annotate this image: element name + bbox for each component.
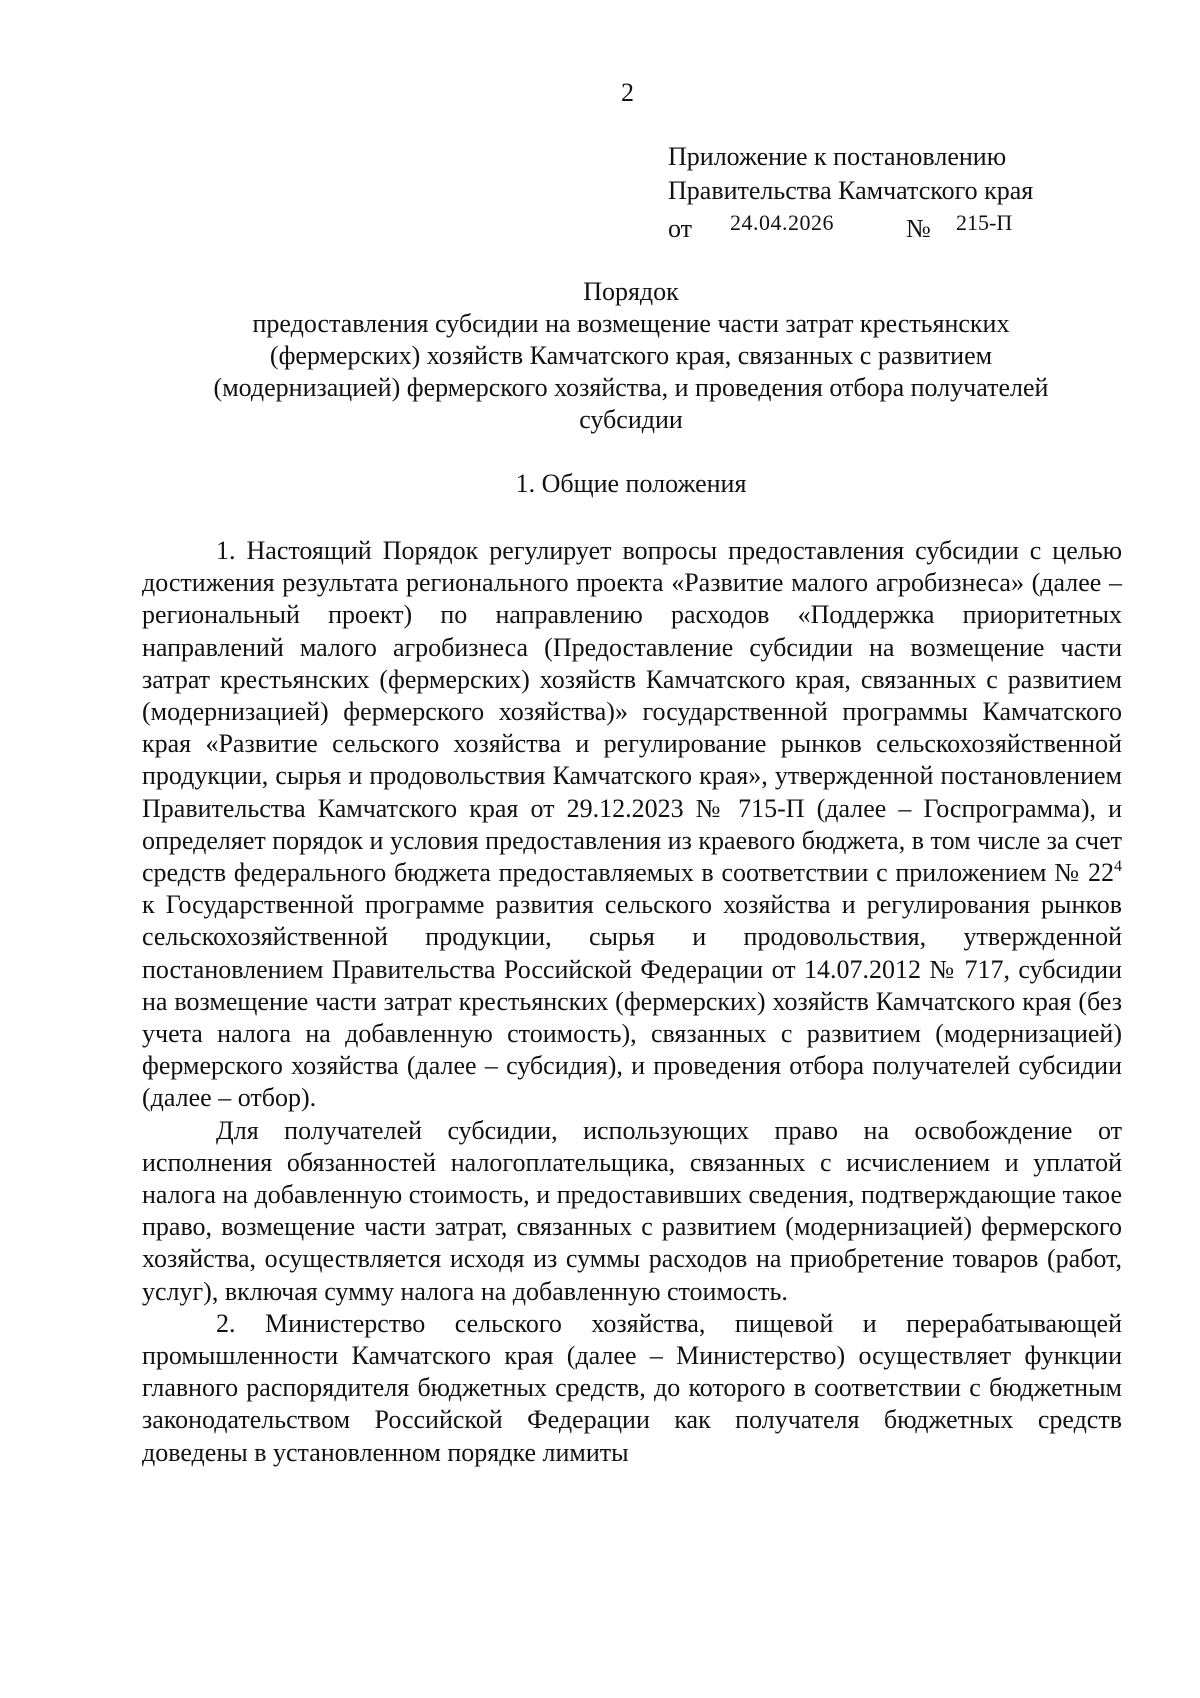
document-title	[140, 276, 1122, 436]
paragraph-2: Для получателей субсидии, использующих право на освобождение от исполнения обязанностей налогоплательщика, связанных с исчислением и уплатой налога на добавленную стоимость, и предоставивших сведения, подтверждающие такое право, возмещение части затрат, связанных с развитием (модернизацией) фермерского хозяйства, осуществляется исходя из суммы расходов на приобретение товаров (работ, услуг), включая сумму налога на добавленную стоимость.	[142, 1115, 1122, 1306]
paragraph-1	[142, 535, 1122, 1115]
appendix-date-line	[668, 206, 1128, 243]
section-heading: 1. Общие положения	[515, 469, 747, 498]
from-label: от	[668, 214, 693, 243]
decree-date: 24.04.2026	[730, 210, 834, 235]
paragraph-1-part-2: к Государственной программе развития сельского хозяйства и регулирования рынков сельскохозяйственной продукции, сырья и продовольствия, утвержденной постановлением Правительства Российской Федерации от 14.07.2012 № 717, субсидии на возмещение части затрат крестьянских (фермерских) хозяйств Камчатского края (без учета налога на добавленную стоимость), связанных с развитием (модернизацией) фермерского хозяйства (далее – субсидия), и проведения отбора получателей субсидии (далее – отбор).	[142, 890, 1122, 1113]
title-line-5: субсидии	[579, 405, 683, 434]
title-line-4: (модернизацией) фермерского хозяйства, и проведения отбора получателей	[213, 373, 1049, 402]
paragraph-1-superscript: 4	[1114, 858, 1122, 876]
appendix-line-2: Правительства Камчатского края	[668, 176, 1034, 205]
title-line-1: Порядок	[583, 277, 679, 306]
decree-number: 215-П	[956, 210, 1013, 235]
appendix-header	[668, 140, 1128, 243]
number-label: №	[906, 214, 931, 243]
paragraph-3: 2. Министерство сельского хозяйства, пищевой и перерабатывающей промышленности Камчатского края (далее – Министерство) осуществляет функции главного распорядителя бюджетных средств, до которого в соответствии с бюджетным законодательством Российской Федерации как получателя бюджетных средств доведены в установленном порядке лимиты	[142, 1308, 1122, 1467]
body-text	[142, 535, 1122, 1469]
appendix-line-1: Приложение к постановлению	[668, 142, 1007, 171]
paragraph-1-part-1: 1. Настоящий Порядок регулирует вопросы предоставления субсидии с целью достижения результата регионального проекта «Развитие малого агробизнеса» (далее – региональный проект) по направлению расходов «Поддержка приоритетных направлений малого агробизнеса (Предоставление субсидии на возмещение части затрат крестьянских (фермерских) хозяйств Камчатского края, связанных с развитием (модернизацией) фермерского хозяйства)» государственной программы Камчатского края «Развитие сельского хозяйства и регулирование рынков сельскохозяйственной продукции, сырья и продовольствия Камчатского края», утвержденной постановлением Правительства Камчатского края от 29.12.2023 № 715-П (далее – Госпрограмма), и определяет порядок и условия предоставления из краевого бюджета, в том числе за счет средств федерального бюджета предоставляемых в соответствии с приложением № 22	[142, 536, 1122, 888]
title-line-2: предоставления субсидии на возмещение части затрат крестьянских	[252, 309, 1010, 338]
page-number: 2	[621, 78, 634, 107]
title-line-3: (фермерских) хозяйств Камчатского края, связанных с развитием	[269, 341, 993, 370]
